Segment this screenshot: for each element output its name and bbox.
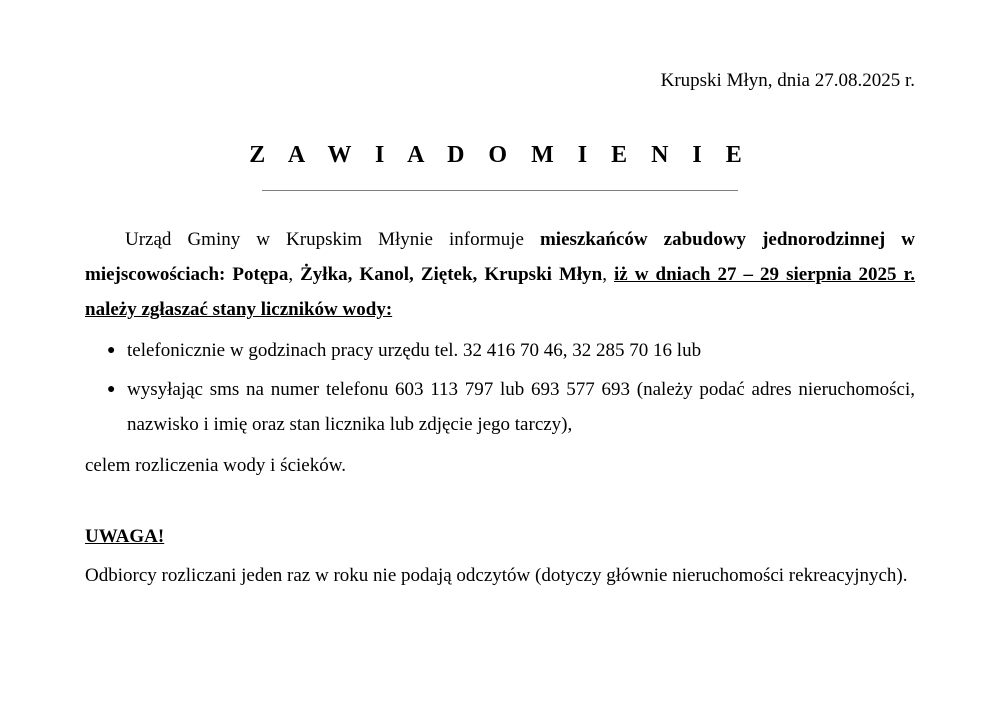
- list-item: [85, 333, 915, 368]
- reporting-methods-list: [85, 333, 915, 446]
- intro-text-dates: iż w dniach 27 – 29 sierpnia 2025 r. należy zgłaszać stany liczników wody:: [85, 264, 916, 320]
- intro-text-residents: mieszkańców zabudowy jednorodzinnej w miejscowościach: Potępa: [85, 229, 915, 285]
- intro-text-localities: Żyłka, Kanol, Ziętek, Krupski Młyn: [300, 264, 603, 285]
- document-page: [85, 0, 915, 707]
- list-item-text: wysyłając sms na numer telefonu 603 113 797 lub 693 577 693 (należy podać adres nieruchomości, nazwisko i imię oraz stan licznika lub zdjęcie jego tarczy),: [127, 379, 915, 435]
- list-item: [85, 372, 915, 442]
- intro-separator-1: ,: [288, 264, 301, 285]
- warning-text: Odbiorcy rozliczani jeden raz w roku nie podają odczytów (dotyczy głównie nieruchomości rekreacyjnych).: [85, 565, 908, 586]
- intro-separator-2: ,: [602, 264, 615, 285]
- intro-text-plain: Urząd Gminy w Krupskim Młynie informuje: [125, 229, 540, 250]
- intro-paragraph: [85, 222, 915, 327]
- title-underline-rule: [262, 190, 738, 191]
- list-item-text: telefonicznie w godzinach pracy urzędu tel. 32 416 70 46, 32 285 70 16 lub: [127, 340, 702, 361]
- bullet-icon: ●: [107, 343, 116, 358]
- warning-heading: UWAGA!: [85, 526, 165, 547]
- closing-line: celem rozliczenia wody i ścieków.: [85, 455, 346, 476]
- document-title: Z A W I A D O M I E N I E: [249, 142, 751, 168]
- bullet-icon: ●: [107, 382, 116, 397]
- date-line: Krupski Młyn, dnia 27.08.2025 r.: [660, 70, 915, 91]
